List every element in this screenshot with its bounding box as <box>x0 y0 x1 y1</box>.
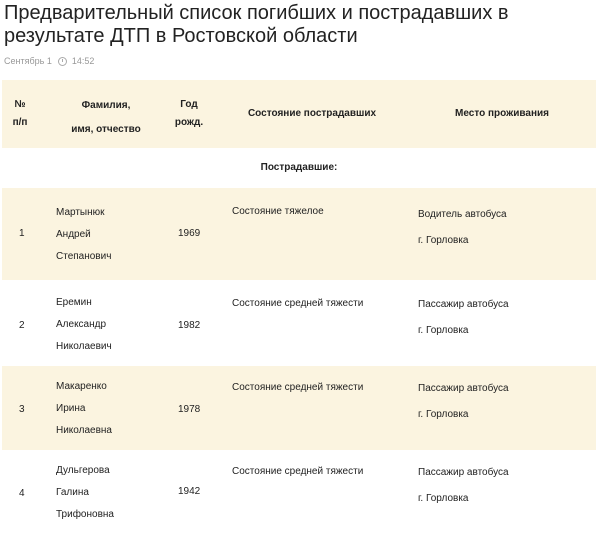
role: Пассажир автобуса <box>418 383 509 394</box>
page-title: Предварительный список погибших и пострадавших в результате ДТП в Ростовской области <box>4 2 509 47</box>
row-num: 2 <box>19 320 25 331</box>
role: Пассажир автобуса <box>418 467 509 478</box>
role: Водитель автобуса <box>418 209 507 220</box>
first-name: Галина <box>56 487 89 498</box>
row-place <box>418 460 588 512</box>
article-meta <box>4 56 94 66</box>
patronymic: Трифоновна <box>56 509 114 520</box>
city: г. Горловка <box>418 325 469 336</box>
table-row <box>2 366 596 450</box>
row-year: 1942 <box>178 486 201 497</box>
section-label: Пострадавшие: <box>260 162 338 173</box>
first-name: Андрей <box>56 229 91 240</box>
surname: Дульгерова <box>56 465 110 476</box>
row-state: Состояние средней тяжести <box>232 298 364 309</box>
row-state: Состояние средней тяжести <box>232 466 364 477</box>
header-name-line1: Фамилия, <box>81 100 131 111</box>
header-name-line2: имя, отчество <box>71 124 141 135</box>
role: Пассажир автобуса <box>418 299 509 310</box>
publish-date: Сентябрь 1 <box>4 56 52 66</box>
table-row <box>2 188 596 280</box>
header-year <box>172 96 206 132</box>
table-row <box>2 280 596 366</box>
city: г. Горловка <box>418 493 469 504</box>
table-header <box>2 80 596 148</box>
row-num: 3 <box>19 404 25 415</box>
first-name: Александр <box>56 319 107 330</box>
row-year: 1978 <box>178 404 201 415</box>
city: г. Горловка <box>418 235 469 246</box>
first-name: Ирина <box>56 403 86 414</box>
header-year-line2: рожд. <box>174 117 204 128</box>
table-row <box>2 450 596 533</box>
clock-icon <box>58 57 67 66</box>
row-num: 4 <box>19 488 25 499</box>
surname: Еремин <box>56 297 92 308</box>
row-place <box>418 292 588 344</box>
patronymic: Николаевна <box>56 425 112 436</box>
row-name <box>56 460 166 526</box>
header-name <box>54 94 158 142</box>
surname: Макаренко <box>56 381 107 392</box>
header-num-line2: п/п <box>12 117 28 128</box>
row-name <box>56 376 166 442</box>
header-year-line1: Год <box>180 99 198 110</box>
patronymic: Степанович <box>56 251 112 262</box>
row-num: 1 <box>19 228 25 239</box>
row-state: Состояние средней тяжести <box>232 382 364 393</box>
row-place <box>418 202 588 254</box>
header-state: Состояние пострадавших <box>247 108 377 119</box>
header-num-line1: № <box>14 99 26 110</box>
publish-time: 14:52 <box>71 56 95 66</box>
row-year: 1982 <box>178 320 201 331</box>
city: г. Горловка <box>418 409 469 420</box>
row-year: 1969 <box>178 228 201 239</box>
header-num <box>6 96 34 132</box>
header-place: Место проживания <box>455 108 549 119</box>
row-state: Состояние тяжелое <box>232 206 324 217</box>
row-place <box>418 376 588 428</box>
patronymic: Николаевич <box>56 341 112 352</box>
row-name <box>56 292 166 358</box>
row-name <box>56 202 166 268</box>
surname: Мартынюк <box>56 207 105 218</box>
